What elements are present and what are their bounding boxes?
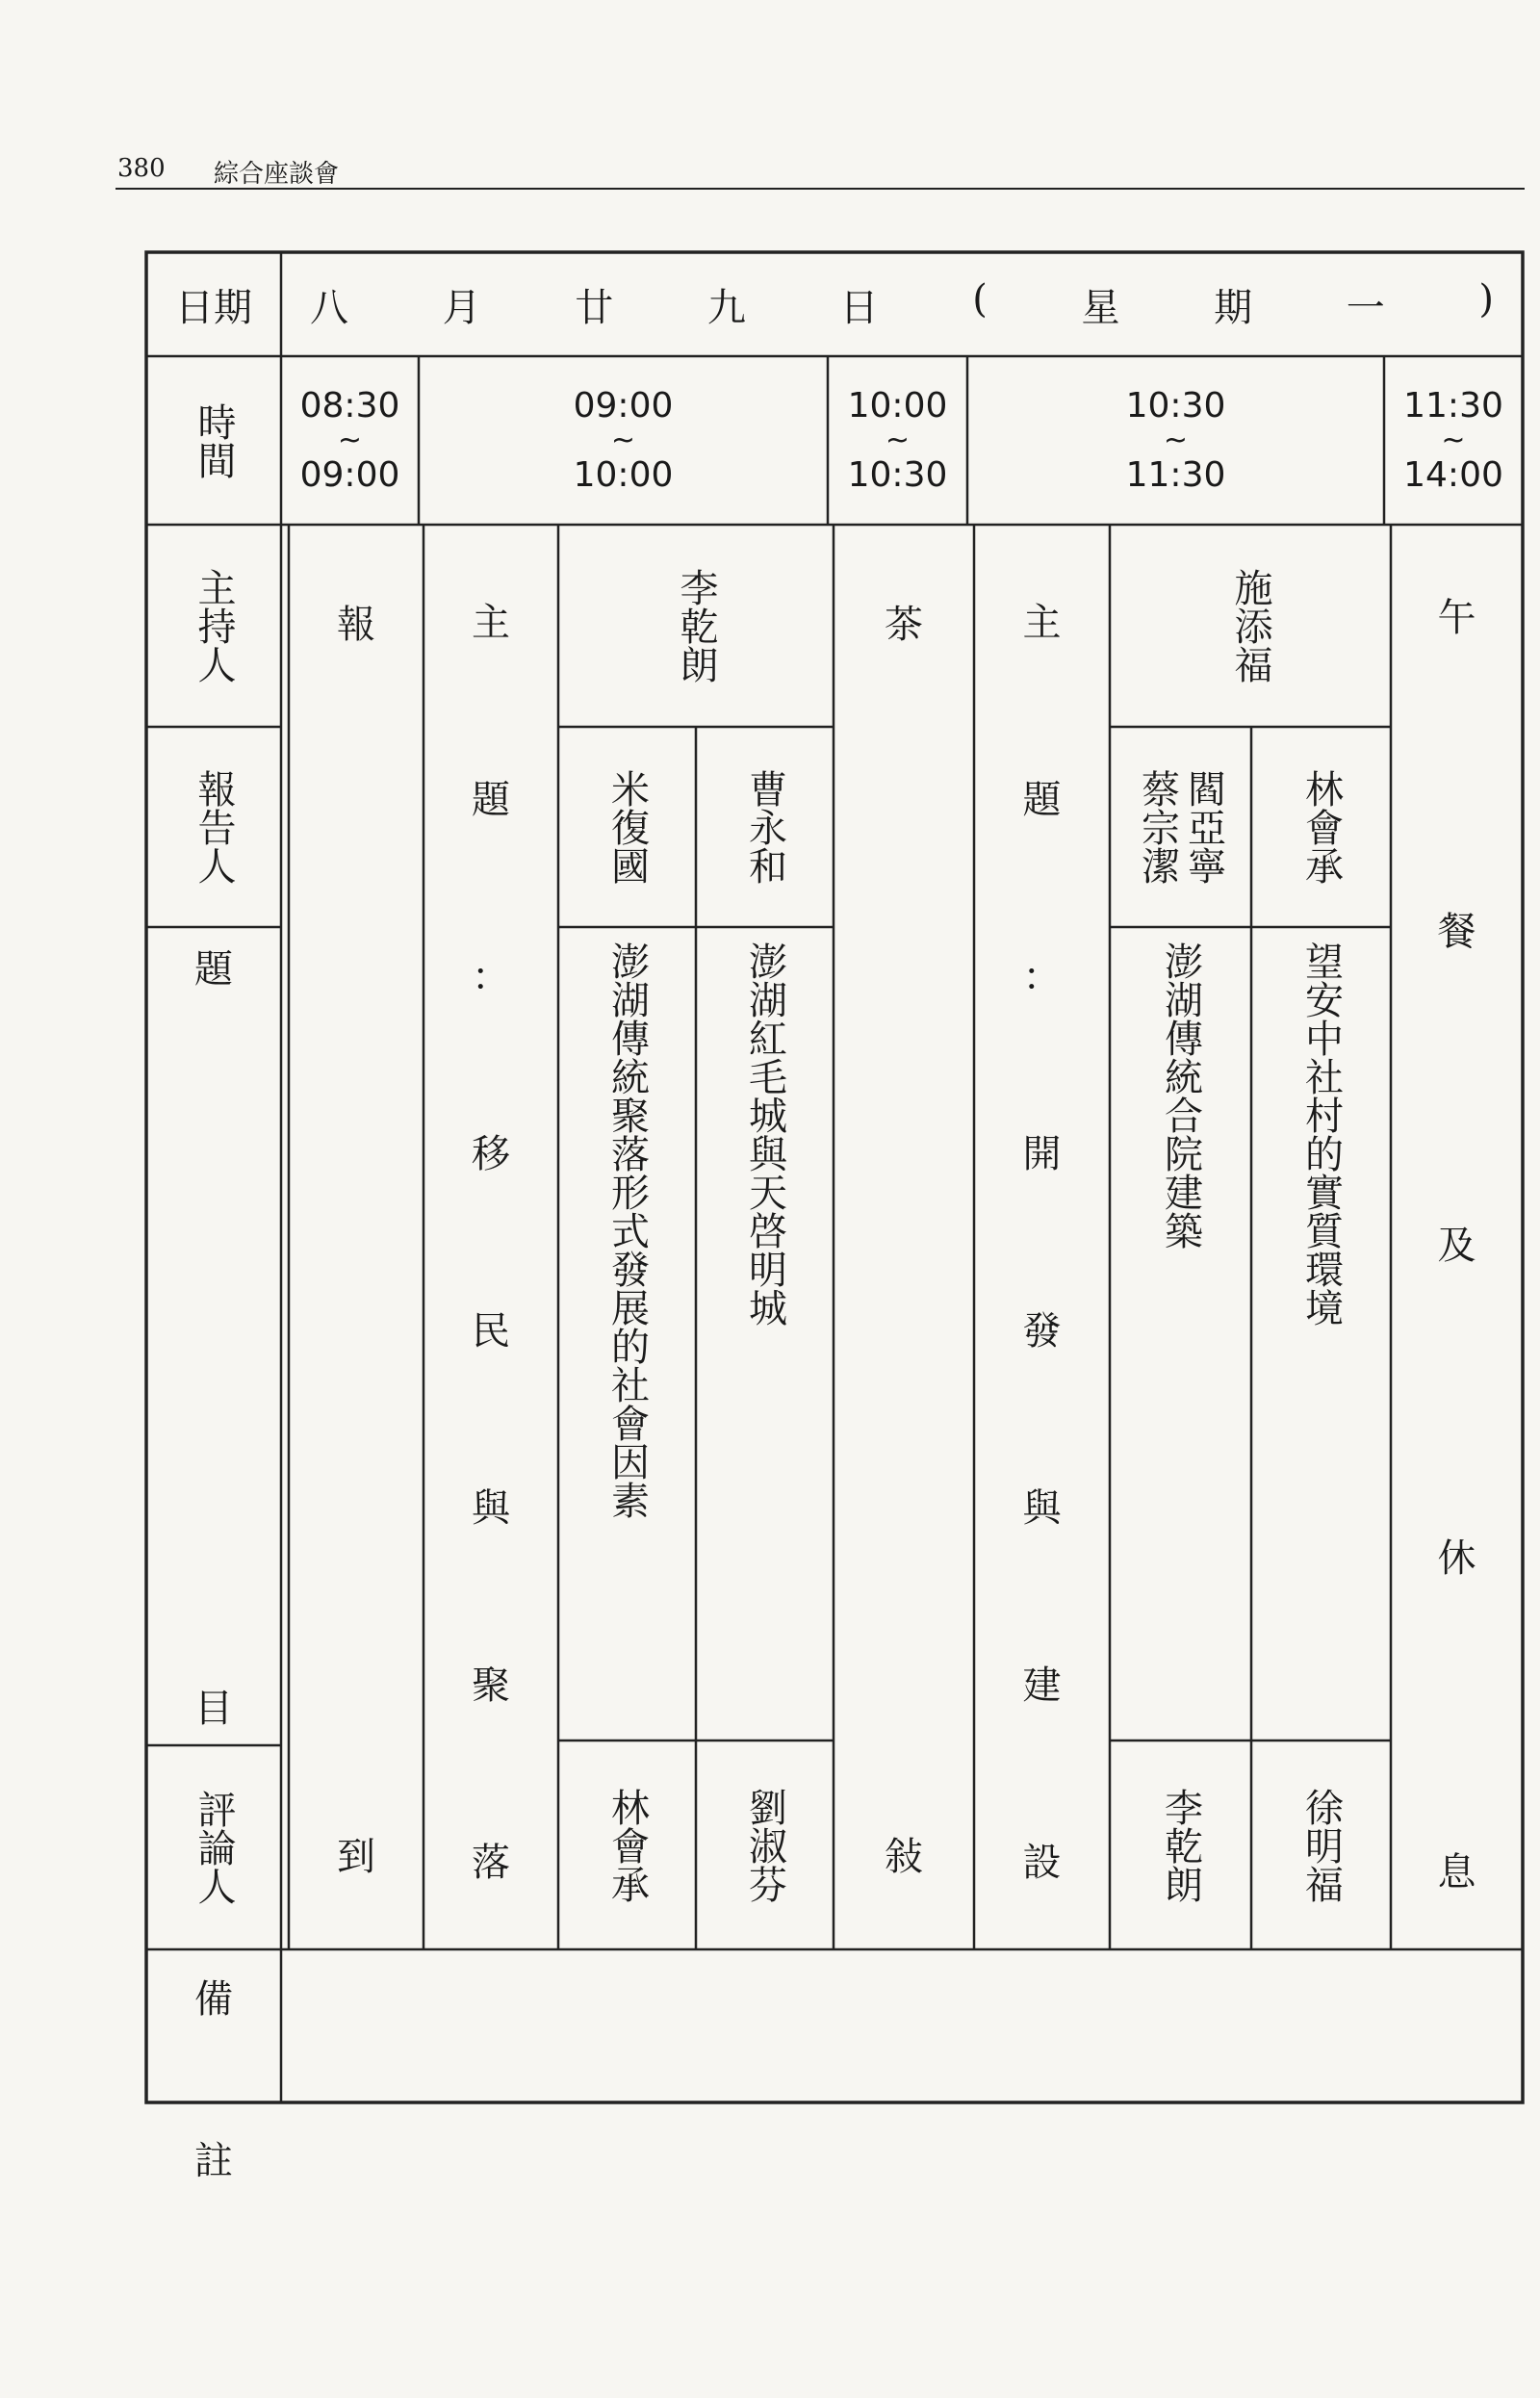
session2-reporter-2: 林會承 [1298,769,1344,885]
session1-commentator-2: 劉淑芬 [742,1787,787,1903]
registration-bottom: 到 [337,1834,375,1879]
session2-theme-char: 主 [1022,601,1062,645]
label-date: 日期 [175,285,252,330]
lunch-char: 午 [1437,596,1476,640]
session2-host: 施添福 [1228,568,1272,683]
session2-reporter-1: 閻亞寧蔡宗潔 [1135,769,1226,885]
time-slot-3: 10:00 ~ 10:30 [847,386,948,495]
session2-theme-char: 設 [1022,1841,1062,1885]
tea-bottom: 敍 [885,1834,923,1879]
session2-commentator-2: 徐明福 [1298,1787,1344,1903]
session1-theme-char: ： [472,955,510,999]
date-value [281,252,1523,356]
lunch-char: 休 [1437,1536,1476,1582]
session1-host: 李乾朗 [674,568,718,683]
label-notes: 備 註 [194,1977,233,2183]
time-slot-2: 09:00 ~ 10:00 [573,386,674,495]
date-char: ) [1478,276,1494,322]
label-reporter: 報告人 [192,769,236,885]
running-title: 綜合座談會 [214,160,340,189]
session1-theme-char: 聚 [472,1663,510,1708]
session2-theme-char: 開 [1022,1132,1062,1176]
session1-theme-char: 民 [472,1309,510,1354]
time-slot-1: 08:30 ~ 09:00 [299,386,400,495]
lunch-char: 及 [1437,1223,1476,1268]
date-char: ( [972,276,988,322]
session1-theme-char: 移 [472,1132,510,1176]
session2-topic-2: 望安中社村的實質環境 [1298,941,1344,1327]
time-slot-5: 11:30 ~ 14:00 [1403,386,1503,495]
session1-commentator-1: 林會承 [604,1787,650,1903]
session2-theme-char: ： [1022,955,1062,999]
session2-theme-char: 發 [1022,1309,1062,1354]
lunch-break [1391,587,1523,1896]
session2-theme-char: 與 [1022,1486,1062,1531]
session1-topic-1: 澎湖傳統聚落形式發展的社會因素 [604,941,650,1519]
session1-theme-char: 與 [472,1486,510,1531]
label-commentator: 評論人 [192,1790,236,1905]
date-char: 月 [442,285,481,330]
label-host: 主持人 [192,568,236,683]
lunch-char: 餐 [1437,909,1476,954]
registration-top: 報 [337,602,375,647]
date-char: 九 [706,285,746,330]
session1-theme [424,592,558,1887]
session1-reporter-1: 米復國 [604,769,650,885]
session2-theme [974,592,1110,1887]
session1-theme-char: 落 [472,1841,510,1885]
session2-topic-1: 澎湖傳統合院建築 [1158,941,1203,1250]
date-char: 星 [1081,285,1120,330]
session2-theme-char: 題 [1022,778,1062,822]
label-topic: 題 目 [194,947,233,1731]
label-time: 時間 [192,401,236,479]
session1-topic-2: 澎湖紅毛城與天啓明城 [742,941,787,1327]
session1-theme-char: 題 [472,778,510,822]
session2-theme-char: 建 [1022,1663,1062,1708]
date-char: 日 [839,285,879,330]
lunch-char: 息 [1437,1850,1476,1895]
tea-top: 茶 [885,602,923,647]
time-slot-4: 10:30 ~ 11:30 [1125,386,1226,495]
session1-reporter-2: 曹永和 [742,769,787,885]
date-char: 八 [310,285,348,330]
session1-theme-char: 主 [472,601,510,645]
page-number: 380 [117,154,166,183]
session2-commentator-1: 李乾朗 [1158,1787,1203,1903]
date-char: 廿 [575,285,614,330]
date-char: 期 [1214,285,1253,330]
date-char: 一 [1346,285,1385,330]
